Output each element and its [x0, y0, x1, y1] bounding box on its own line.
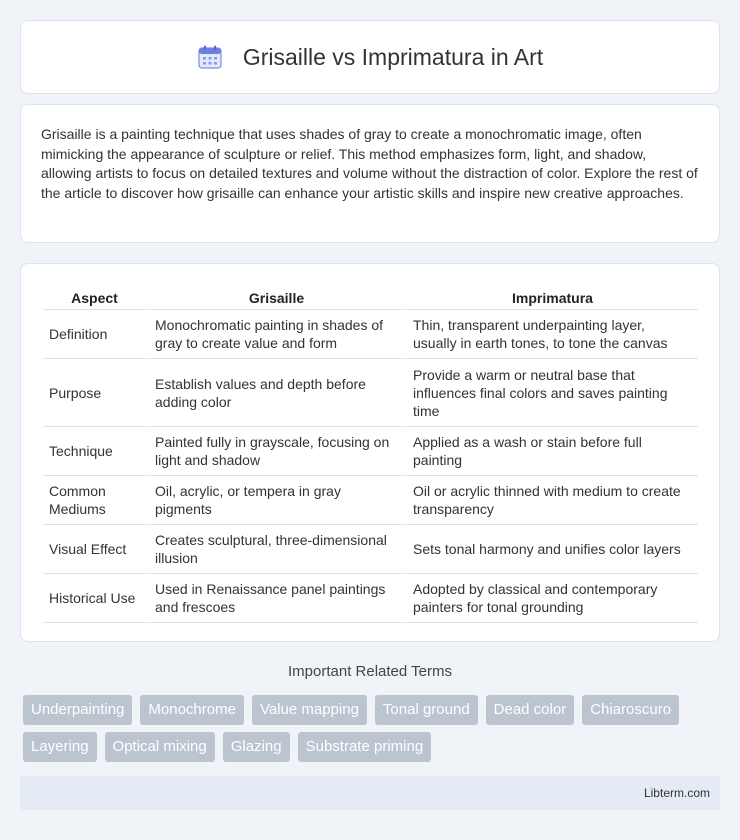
table-row — [43, 310, 698, 359]
table-row — [43, 476, 698, 525]
table-row — [43, 359, 698, 427]
header-grisaille: Grisaille — [146, 286, 404, 310]
row-imprimatura: Adopted by classical and contemporary painters for tonal grounding — [404, 574, 698, 623]
tag-tonal-ground[interactable]: Tonal ground — [375, 695, 478, 725]
row-imprimatura: Applied as a wash or stain before full painting — [404, 427, 698, 476]
title-wrap — [197, 44, 543, 71]
header-imprimatura: Imprimatura — [404, 286, 698, 310]
related-terms-tags — [23, 695, 723, 762]
footer-site-link[interactable]: Libterm.com — [643, 786, 710, 800]
row-aspect: Common Mediums — [43, 476, 146, 525]
row-imprimatura: Oil or acrylic thinned with medium to create transparency — [404, 476, 698, 525]
table-row — [43, 574, 698, 623]
table-row — [43, 525, 698, 574]
related-terms-title: Important Related Terms — [288, 663, 452, 680]
tag-value-mapping[interactable]: Value mapping — [252, 695, 367, 725]
page-title: Grisaille vs Imprimatura in Art — [242, 43, 544, 70]
footer — [20, 776, 720, 810]
tag-optical-mixing[interactable]: Optical mixing — [105, 732, 215, 762]
tag-dead-color[interactable]: Dead color — [486, 695, 575, 725]
header-card — [20, 20, 720, 94]
row-aspect: Definition — [43, 310, 146, 359]
comparison-table-card — [20, 263, 720, 642]
tag-substrate-priming[interactable]: Substrate priming — [298, 732, 432, 762]
row-grisaille: Monochromatic painting in shades of gray to create value and form — [146, 310, 404, 359]
row-grisaille: Oil, acrylic, or tempera in gray pigments — [146, 476, 404, 525]
row-imprimatura: Sets tonal harmony and unifies color layers — [404, 525, 698, 574]
row-grisaille: Used in Renaissance panel paintings and frescoes — [146, 574, 404, 623]
intro-card — [20, 104, 720, 243]
tag-monochrome[interactable]: Monochrome — [140, 695, 244, 725]
table-row — [43, 427, 698, 476]
tag-glazing[interactable]: Glazing — [223, 732, 290, 762]
tag-layering[interactable]: Layering — [23, 732, 97, 762]
header-aspect: Aspect — [43, 286, 146, 310]
tag-underpainting[interactable]: Underpainting — [23, 695, 132, 725]
calendar-icon — [197, 44, 223, 70]
intro-text: Grisaille is a painting technique that uses shades of gray to create a monochromatic image, often mimicking the appearance of sculpture or relief. This method emphasizes form, light, and shadow, allowing artists to focus on detailed textures and volume without the distraction of color. Explore the rest of the article to discover how grisaille can enhance your artistic skills and inspire new creative approaches. — [41, 126, 698, 201]
row-grisaille: Creates sculptural, three-dimensional illusion — [146, 525, 404, 574]
tag-chiaroscuro[interactable]: Chiaroscuro — [582, 695, 679, 725]
table-header-row — [43, 286, 698, 310]
comparison-table — [43, 286, 698, 623]
row-aspect: Historical Use — [43, 574, 146, 623]
row-imprimatura: Provide a warm or neutral base that influences final colors and saves painting time — [404, 359, 698, 427]
row-imprimatura: Thin, transparent underpainting layer, usually in earth tones, to tone the canvas — [404, 310, 698, 359]
row-aspect: Technique — [43, 427, 146, 476]
row-aspect: Visual Effect — [43, 525, 146, 574]
row-grisaille: Painted fully in grayscale, focusing on light and shadow — [146, 427, 404, 476]
row-grisaille: Establish values and depth before adding color — [146, 359, 404, 427]
row-aspect: Purpose — [43, 359, 146, 427]
